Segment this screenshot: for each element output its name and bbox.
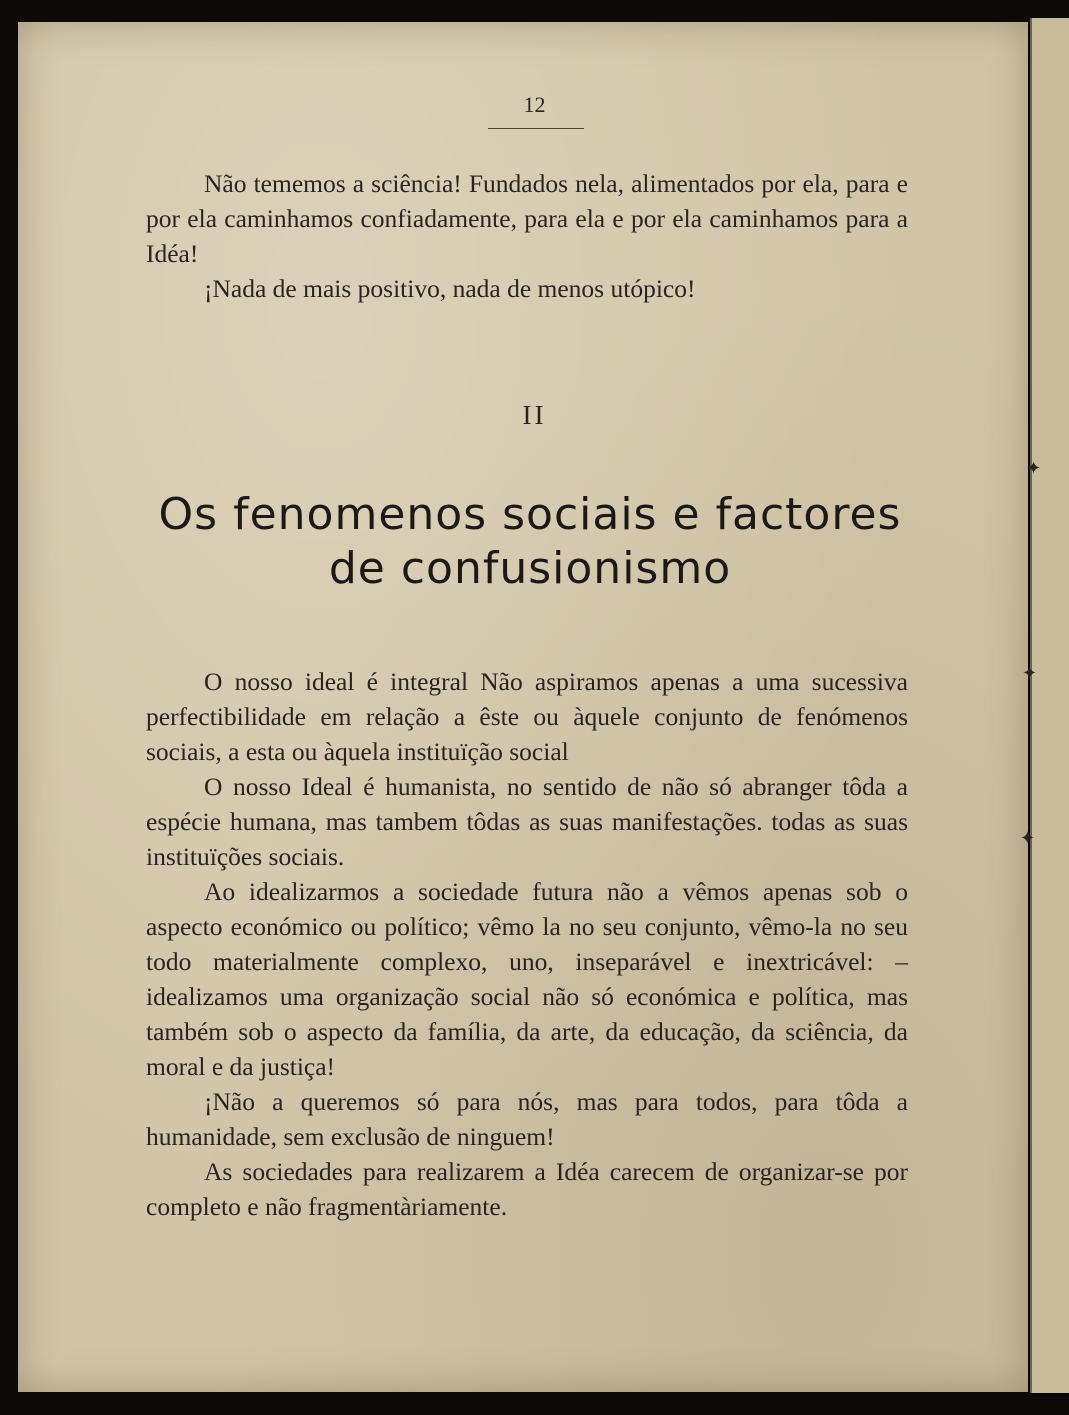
- margin-mark: ✦: [1022, 663, 1038, 684]
- paragraph: As sociedades para realizarem a Idéa carecem de organizar-se por completo e não fragmentàriamente.: [146, 1157, 908, 1221]
- paragraph: Ao idealizarmos a sociedade futura não a vêmos apenas sob o aspecto económico ou político; vêmo la no seu conjunto, vêmo-la no seu todo materialmente complexo, uno, inseparável e inextricável: – idealizamos uma organização social não só económica e política, mas também sob o aspecto da família, da arte, da educação, da sciência, da moral e da justiça!: [146, 877, 908, 1081]
- adjacent-page-edge: [1020, 18, 1069, 1393]
- paragraph: O nosso ideal é integral Não aspiramos apenas a uma sucessiva perfectibilidade em relação a êste ou àquele conjunto de fenómenos sociais, a esta ou àquela instituïção social: [146, 667, 908, 766]
- section-title-line: Os fenomenos sociais e factores: [158, 489, 902, 540]
- margin-mark: ✦: [1026, 458, 1042, 479]
- page-number: 12: [523, 92, 546, 117]
- section-heading: [100, 488, 960, 596]
- body-text: [146, 664, 908, 1224]
- paragraph: ¡Nada de mais positivo, nada de menos utópico!: [204, 274, 696, 303]
- paragraph: O nosso Ideal é humanista, no sentido de não só abranger tôda a espécie humana, mas tambem tôdas as suas manifestações. todas as suas instituïções sociais.: [146, 772, 908, 871]
- section-title-line: de confusionismo: [328, 543, 732, 594]
- paragraph: ¡Não a queremos só para nós, mas para todos, para tôda a humanidade, sem exclusão de ninguem!: [146, 1087, 908, 1151]
- paragraph: Não tememos a sciência! Fundados nela, alimentados por ela, para e por ela caminhamos confiadamente, para ela e por ela caminhamos para a Idéa!: [146, 169, 908, 268]
- margin-mark: ✦: [1020, 828, 1036, 849]
- intro-text: [146, 166, 908, 306]
- page-number-rule: [488, 128, 584, 129]
- section-number: II: [522, 400, 547, 430]
